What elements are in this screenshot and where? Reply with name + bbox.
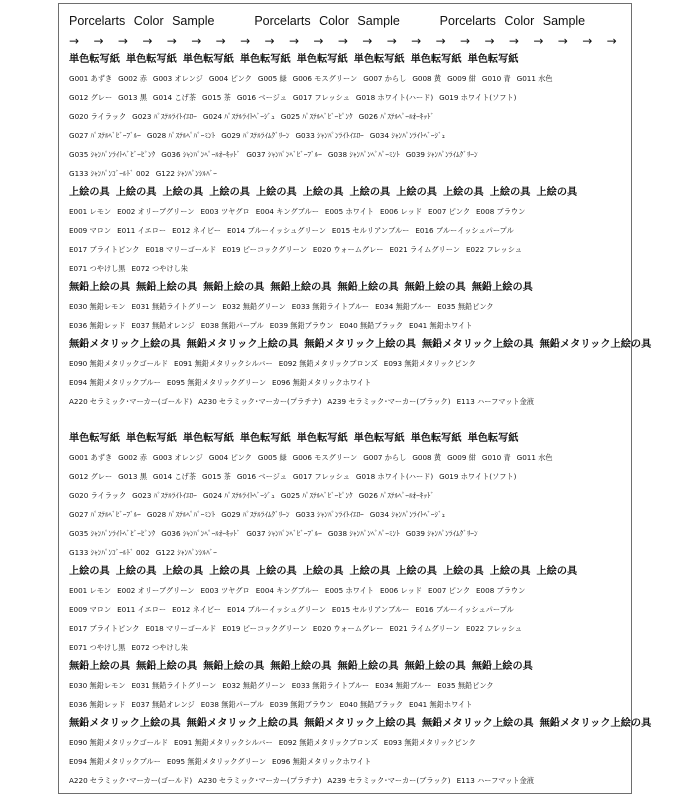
color-item: E035 無鉛ピンク <box>437 302 494 311</box>
color-item-row <box>69 145 625 164</box>
color-item: E007 ピンク <box>428 586 471 595</box>
category-heading: 無鉛上絵の具 <box>203 661 265 672</box>
color-item: E030 無鉛レモン <box>69 681 126 690</box>
color-item: E091 無鉛メタリックシルバー <box>174 359 273 368</box>
color-item: G025 ﾊﾟｽﾃﾙﾍﾞﾋﾞｰﾋﾟﾝｸ <box>280 112 353 121</box>
color-item: E009 マロン <box>69 605 112 614</box>
color-item: G027 ﾊﾟｽﾃﾙﾍﾞﾋﾞｰﾌﾞﾙｰ <box>69 510 141 519</box>
category-heading-row <box>69 714 652 733</box>
color-item: E021 ライムグリーン <box>389 624 460 633</box>
color-item: G001 あずき <box>69 74 113 83</box>
category-heading-row <box>69 562 625 581</box>
color-item: G017 フレッシュ <box>292 93 350 102</box>
arrow-icon: → <box>337 33 348 48</box>
color-item: E014 ブルーイッシュグリーン <box>227 226 326 235</box>
color-item-row <box>69 69 625 88</box>
color-item: E006 レッド <box>380 207 423 216</box>
color-item: G025 ﾊﾟｽﾃﾙﾍﾞﾋﾞｰﾋﾟﾝｸ <box>280 491 353 500</box>
color-item: E005 ホワイト <box>324 207 374 216</box>
color-item: G023 ﾊﾟｽﾃﾙﾗｲﾄｲｴﾛｰ <box>132 491 197 500</box>
color-item: E003 ツヤグロ <box>200 586 250 595</box>
color-item: G013 黒 <box>118 93 147 102</box>
color-item: E012 ネイビー <box>172 226 221 235</box>
color-item: E005 ホワイト <box>324 586 374 595</box>
color-item: E032 無鉛グリーン <box>222 681 286 690</box>
color-item: E090 無鉛メタリックゴールド <box>69 359 169 368</box>
color-item: G039 ｼｬﾝﾊﾟﾝﾗｲﾑｸﾞﾘｰﾝ <box>405 150 478 159</box>
color-item: G019 ホワイト(ソフト) <box>439 472 517 481</box>
color-item-row <box>69 581 625 600</box>
color-item: E040 無鉛ブラック <box>339 700 403 709</box>
category-heading: 上絵の具 <box>396 566 437 577</box>
color-item: E038 無鉛パープル <box>200 321 264 330</box>
color-item: G038 ｼｬﾝﾊﾟﾝﾍﾟﾊﾟｰﾐﾝﾄ <box>327 150 400 159</box>
color-item: G028 ﾊﾟｽﾃﾙﾍﾟﾊﾟｰﾐﾝﾄ <box>146 131 216 140</box>
color-item: E012 ネイビー <box>172 605 221 614</box>
color-item-row <box>69 619 625 638</box>
color-item: E032 無鉛グリーン <box>222 302 286 311</box>
category-heading: 単色転写紙 <box>296 433 348 444</box>
sample-blocks <box>69 50 652 790</box>
sample-block <box>69 429 652 790</box>
color-item: G015 茶 <box>202 93 231 102</box>
arrow-icon: → <box>435 33 446 48</box>
color-item: E033 無鉛ライトブルー <box>291 681 370 690</box>
color-item: G009 紺 <box>447 453 476 462</box>
color-item: E041 無鉛ホワイト <box>408 700 473 709</box>
color-item: E072 つやけし朱 <box>131 264 188 273</box>
color-item: E093 無鉛メタリックピンク <box>383 738 476 747</box>
category-heading-row <box>69 657 625 676</box>
color-item: E039 無鉛ブラウン <box>269 321 334 330</box>
color-item: G007 からし <box>363 453 407 462</box>
category-heading: 上絵の具 <box>443 566 484 577</box>
arrow-icon: → <box>411 33 422 48</box>
category-heading: 上絵の具 <box>302 566 344 577</box>
color-item-row <box>69 202 625 221</box>
color-item-row <box>69 240 625 259</box>
sheet-title: Porcelarts Color Sample <box>254 14 400 28</box>
color-item: E071 つやけし黒 <box>69 264 126 273</box>
color-item: G005 緑 <box>257 74 287 83</box>
color-item: A220 セラミック･マーカー(ゴールド) <box>69 397 193 406</box>
category-heading: 上絵の具 <box>536 187 578 198</box>
color-item: E014 ブルーイッシュグリーン <box>227 605 326 614</box>
color-item-row <box>69 733 625 752</box>
color-item: G122 ｼｬﾝﾊﾟﾝｼﾙﾊﾞｰ <box>155 169 217 178</box>
color-item: E037 無鉛オレンジ <box>131 321 195 330</box>
color-item: G027 ﾊﾟｽﾃﾙﾍﾞﾋﾞｰﾌﾞﾙｰ <box>69 131 141 140</box>
color-item: G034 ｼｬﾝﾊﾟﾝﾗｲﾄﾍﾞｰｼﾞｭ <box>369 131 446 140</box>
color-item: G015 茶 <box>202 472 231 481</box>
color-item: G023 ﾊﾟｽﾃﾙﾗｲﾄｲｴﾛｰ <box>132 112 197 121</box>
category-heading: 上絵の具 <box>349 187 391 198</box>
color-item: E037 無鉛オレンジ <box>131 700 195 709</box>
category-heading: 上絵の具 <box>489 187 531 198</box>
color-item: G024 ﾊﾟｽﾃﾙﾗｲﾄﾍﾞｰｼﾞｭ <box>202 112 275 121</box>
color-item: G003 オレンジ <box>152 453 203 462</box>
category-heading: 単色転写紙 <box>239 54 291 65</box>
color-item-row <box>69 373 625 392</box>
arrow-icon: → <box>117 33 128 48</box>
color-item: G006 モスグリーン <box>292 74 358 83</box>
category-heading: 単色転写紙 <box>410 54 462 65</box>
color-item: E022 フレッシュ <box>465 245 522 254</box>
color-item: E003 ツヤグロ <box>200 207 250 216</box>
color-item: G133 ｼｬﾝﾊﾟﾝｺﾞｰﾙﾄﾞ 002 <box>69 169 150 178</box>
color-item: E094 無鉛メタリックブルー <box>69 378 161 387</box>
category-heading: 無鉛メタリック上絵の具 <box>186 718 299 729</box>
color-item-row <box>69 638 625 657</box>
color-item: E017 ブライトピンク <box>69 245 140 254</box>
color-item-row <box>69 505 625 524</box>
color-item: G002 赤 <box>118 74 147 83</box>
title-row <box>69 11 625 31</box>
color-item-row <box>69 316 625 335</box>
color-item: E113 ハーフマット金液 <box>456 397 534 406</box>
color-item-row <box>69 107 625 126</box>
color-item: E004 キングブルー <box>255 207 319 216</box>
category-heading: 上絵の具 <box>209 187 250 198</box>
color-item: G029 ﾊﾟｽﾃﾙﾗｲﾑｸﾞﾘｰﾝ <box>221 131 290 140</box>
color-item: E041 無鉛ホワイト <box>408 321 473 330</box>
color-item: G039 ｼｬﾝﾊﾟﾝﾗｲﾑｸﾞﾘｰﾝ <box>405 529 478 538</box>
color-item: G014 こげ茶 <box>152 472 197 481</box>
color-item: E018 マリーゴールド <box>145 245 217 254</box>
color-item: E113 ハーフマット金液 <box>456 776 534 785</box>
color-item: E036 無鉛レッド <box>69 700 126 709</box>
category-heading-row <box>69 278 625 297</box>
color-item-row <box>69 771 625 790</box>
color-item-row <box>69 467 625 486</box>
color-item: G036 ｼｬﾝﾊﾟﾝﾍﾟｰﾙｵｰｷｯﾄﾞ <box>161 150 241 159</box>
arrow-icon: → <box>484 33 495 48</box>
color-item: G004 ピンク <box>208 74 252 83</box>
color-item: E034 無鉛ブルー <box>375 681 432 690</box>
category-heading: 無鉛メタリック上絵の具 <box>421 718 534 729</box>
color-item: E018 マリーゴールド <box>145 624 217 633</box>
arrow-icon: → <box>288 33 299 48</box>
color-item: E011 イエロー <box>117 605 167 614</box>
category-heading: 上絵の具 <box>256 566 297 577</box>
color-item: E039 無鉛ブラウン <box>269 700 334 709</box>
color-item: G024 ﾊﾟｽﾃﾙﾗｲﾄﾍﾞｰｼﾞｭ <box>202 491 275 500</box>
category-heading: 無鉛上絵の具 <box>136 661 198 672</box>
color-item: A239 セラミック･マーカー(ブラック) <box>327 397 451 406</box>
category-heading: 無鉛上絵の具 <box>337 661 399 672</box>
category-heading-row <box>69 429 625 448</box>
arrow-icon: → <box>557 33 568 48</box>
color-item: G133 ｼｬﾝﾊﾟﾝｺﾞｰﾙﾄﾞ 002 <box>69 548 150 557</box>
arrow-icon: → <box>191 33 202 48</box>
color-item: E036 無鉛レッド <box>69 321 126 330</box>
category-heading: 無鉛メタリック上絵の具 <box>539 339 652 350</box>
category-heading: 上絵の具 <box>115 187 157 198</box>
color-item: G037 ｼｬﾝﾊﾟﾝﾍﾞﾋﾞｰﾌﾞﾙｰ <box>246 150 322 159</box>
category-heading: 無鉛上絵の具 <box>404 661 466 672</box>
arrow-icon: → <box>215 33 226 48</box>
color-item-row <box>69 88 625 107</box>
category-heading-row <box>69 50 625 69</box>
arrow-icon: → <box>166 33 177 48</box>
color-item: E016 ブルーイッシュパープル <box>415 605 514 614</box>
arrow-icon: → <box>142 33 153 48</box>
category-heading: 単色転写紙 <box>182 54 234 65</box>
color-item: G008 黄 <box>412 453 442 462</box>
category-heading: 単色転写紙 <box>125 54 177 65</box>
color-item-row <box>69 259 625 278</box>
sheet-title: Porcelarts Color Sample <box>439 14 586 28</box>
color-item: G007 からし <box>363 74 407 83</box>
color-item: G009 紺 <box>447 74 476 83</box>
color-item: G014 こげ茶 <box>152 93 197 102</box>
color-item: G033 ｼｬﾝﾊﾟﾝﾗｲﾄｲｴﾛｰ <box>295 131 364 140</box>
color-item: G005 緑 <box>257 453 287 462</box>
color-item: E092 無鉛メタリックブロンズ <box>278 359 378 368</box>
sheet-title: Porcelarts Color Sample <box>69 14 215 28</box>
color-item: E030 無鉛レモン <box>69 302 126 311</box>
category-heading: 無鉛上絵の具 <box>69 661 131 672</box>
color-item: E038 無鉛パープル <box>200 700 264 709</box>
category-heading: 無鉛メタリック上絵の具 <box>304 339 416 350</box>
category-heading: 無鉛上絵の具 <box>337 282 399 293</box>
color-item: E096 無鉛メタリックホワイト <box>272 757 372 766</box>
color-item: E017 ブライトピンク <box>69 624 140 633</box>
block-gap <box>69 411 625 429</box>
color-item: G034 ｼｬﾝﾊﾟﾝﾗｲﾄﾍﾞｰｼﾞｭ <box>369 510 446 519</box>
arrow-icon: → <box>533 33 544 48</box>
category-heading: 無鉛上絵の具 <box>203 282 265 293</box>
color-item: E033 無鉛ライトブルー <box>291 302 370 311</box>
color-item-row <box>69 676 625 695</box>
color-item: E090 無鉛メタリックゴールド <box>69 738 169 747</box>
color-item: G013 黒 <box>118 472 147 481</box>
color-item: E004 キングブルー <box>255 586 319 595</box>
category-heading: 上絵の具 <box>69 566 110 577</box>
sample-block <box>69 50 652 411</box>
color-item: G016 ベージュ <box>236 472 287 481</box>
color-item: E040 無鉛ブラック <box>339 321 403 330</box>
arrow-icon: → <box>69 33 80 48</box>
color-item: E016 ブルーイッシュパープル <box>415 226 514 235</box>
color-item: E035 無鉛ピンク <box>437 681 494 690</box>
category-heading: 上絵の具 <box>162 566 204 577</box>
color-item-row <box>69 448 625 467</box>
color-item: G122 ｼｬﾝﾊﾟﾝｼﾙﾊﾞｰ <box>155 548 217 557</box>
color-item: G011 水色 <box>516 453 553 462</box>
arrow-icon: → <box>264 33 275 48</box>
category-heading: 無鉛上絵の具 <box>136 282 198 293</box>
color-item: G033 ｼｬﾝﾊﾟﾝﾗｲﾄｲｴﾛｰ <box>295 510 364 519</box>
color-item-row <box>69 221 625 240</box>
color-item-row <box>69 392 625 411</box>
category-heading: 上絵の具 <box>69 187 110 198</box>
color-item: E091 無鉛メタリックシルバー <box>174 738 273 747</box>
color-item: E008 ブラウン <box>476 207 526 216</box>
color-item: G035 ｼｬﾝﾊﾟﾝﾗｲﾄﾍﾞﾋﾞｰﾋﾟﾝｸ <box>69 150 156 159</box>
category-heading: 単色転写紙 <box>296 54 348 65</box>
arrow-row <box>69 31 617 50</box>
color-item: G017 フレッシュ <box>292 472 350 481</box>
category-heading: 単色転写紙 <box>353 54 405 65</box>
color-item: E093 無鉛メタリックピンク <box>383 359 476 368</box>
arrow-icon: → <box>460 33 471 48</box>
arrow-icon: → <box>93 33 104 48</box>
color-item-row <box>69 524 625 543</box>
category-heading: 単色転写紙 <box>239 433 291 444</box>
color-item: G008 黄 <box>412 74 442 83</box>
color-item: G012 グレー <box>69 93 113 102</box>
color-item: E092 無鉛メタリックブロンズ <box>278 738 378 747</box>
color-item: E008 ブラウン <box>476 586 526 595</box>
category-heading-row <box>69 183 625 202</box>
color-item: E015 セルリアンブルー <box>331 605 410 614</box>
category-heading: 上絵の具 <box>443 187 484 198</box>
color-item-row <box>69 297 625 316</box>
category-heading: 単色転写紙 <box>353 433 405 444</box>
color-item: G016 ベージュ <box>236 93 287 102</box>
color-item-row <box>69 354 625 373</box>
arrow-icon: → <box>313 33 324 48</box>
color-item: G003 オレンジ <box>152 74 203 83</box>
color-item: A230 セラミック･マーカー(プラチナ) <box>198 776 322 785</box>
category-heading: 上絵の具 <box>536 566 578 577</box>
color-item: G020 ライラック <box>69 112 127 121</box>
color-item: E096 無鉛メタリックホワイト <box>272 378 372 387</box>
category-heading: 単色転写紙 <box>69 54 120 65</box>
color-item: E006 レッド <box>380 586 423 595</box>
color-item: G006 モスグリーン <box>292 453 358 462</box>
category-heading: 無鉛メタリック上絵の具 <box>539 718 652 729</box>
color-item: G011 水色 <box>516 74 553 83</box>
color-item: E011 イエロー <box>117 226 167 235</box>
arrow-icon: → <box>582 33 593 48</box>
color-item: G012 グレー <box>69 472 113 481</box>
arrow-icon: → <box>362 33 373 48</box>
category-heading: 無鉛上絵の具 <box>471 282 533 293</box>
color-item: E094 無鉛メタリックブルー <box>69 757 161 766</box>
category-heading: 単色転写紙 <box>69 433 120 444</box>
color-item: E019 ピーコックグリーン <box>222 245 307 254</box>
color-item: E019 ピーコックグリーン <box>222 624 307 633</box>
category-heading: 無鉛メタリック上絵の具 <box>69 718 181 729</box>
color-item-row <box>69 695 625 714</box>
color-item: G038 ｼｬﾝﾊﾟﾝﾍﾟﾊﾟｰﾐﾝﾄ <box>327 529 400 538</box>
color-item: E007 ピンク <box>428 207 471 216</box>
color-item: E095 無鉛メタリックグリーン <box>166 757 267 766</box>
category-heading: 無鉛上絵の具 <box>69 282 131 293</box>
category-heading: 単色転写紙 <box>125 433 177 444</box>
color-item: G018 ホワイト(ハード) <box>355 93 434 102</box>
category-heading: 無鉛メタリック上絵の具 <box>421 339 534 350</box>
category-heading: 上絵の具 <box>162 187 204 198</box>
color-item-row <box>69 486 625 505</box>
category-heading: 無鉛メタリック上絵の具 <box>69 339 181 350</box>
color-item: E071 つやけし黒 <box>69 643 126 652</box>
arrow-icon: → <box>386 33 397 48</box>
color-item: E095 無鉛メタリックグリーン <box>166 378 267 387</box>
color-item: E002 オリーブグリーン <box>117 207 195 216</box>
category-heading: 無鉛上絵の具 <box>270 282 332 293</box>
color-item: G029 ﾊﾟｽﾃﾙﾗｲﾑｸﾞﾘｰﾝ <box>221 510 290 519</box>
color-item: E001 レモン <box>69 586 112 595</box>
arrow-icon: → <box>240 33 251 48</box>
color-item: E015 セルリアンブルー <box>331 226 410 235</box>
color-item: E020 ウォームグレー <box>312 624 384 633</box>
color-item: E021 ライムグリーン <box>389 245 460 254</box>
color-item: A220 セラミック･マーカー(ゴールド) <box>69 776 193 785</box>
color-item: G028 ﾊﾟｽﾃﾙﾍﾟﾊﾟｰﾐﾝﾄ <box>146 510 216 519</box>
color-item: A239 セラミック･マーカー(ブラック) <box>327 776 451 785</box>
color-item: E002 オリーブグリーン <box>117 586 195 595</box>
color-item: G019 ホワイト(ソフト) <box>439 93 517 102</box>
category-heading: 上絵の具 <box>396 187 437 198</box>
color-item: E031 無鉛ライトグリーン <box>131 302 217 311</box>
color-item: G036 ｼｬﾝﾊﾟﾝﾍﾟｰﾙｵｰｷｯﾄﾞ <box>161 529 241 538</box>
category-heading: 無鉛上絵の具 <box>471 661 533 672</box>
color-item: G020 ライラック <box>69 491 127 500</box>
color-item-row <box>69 543 625 562</box>
color-item: E022 フレッシュ <box>465 624 522 633</box>
category-heading: 単色転写紙 <box>410 433 462 444</box>
color-item: A230 セラミック･マーカー(プラチナ) <box>198 397 322 406</box>
category-heading: 上絵の具 <box>209 566 250 577</box>
category-heading: 上絵の具 <box>349 566 391 577</box>
category-heading: 単色転写紙 <box>467 433 519 444</box>
category-heading: 単色転写紙 <box>467 54 519 65</box>
color-item: E020 ウォームグレー <box>312 245 384 254</box>
color-item: G018 ホワイト(ハード) <box>355 472 434 481</box>
category-heading: 上絵の具 <box>302 187 344 198</box>
color-item: G002 赤 <box>118 453 147 462</box>
color-item: G035 ｼｬﾝﾊﾟﾝﾗｲﾄﾍﾞﾋﾞｰﾋﾟﾝｸ <box>69 529 156 538</box>
color-item: G026 ﾊﾟｽﾃﾙﾍﾟｰﾙｵｰｷｯﾄﾞ <box>358 112 435 121</box>
arrow-icon: → <box>606 33 617 48</box>
color-item: G001 あずき <box>69 453 113 462</box>
color-item: G004 ピンク <box>208 453 252 462</box>
color-item: E001 レモン <box>69 207 112 216</box>
color-item: G010 青 <box>481 453 511 462</box>
category-heading: 無鉛上絵の具 <box>270 661 332 672</box>
color-item: E072 つやけし朱 <box>131 643 188 652</box>
category-heading: 無鉛メタリック上絵の具 <box>304 718 416 729</box>
color-item-row <box>69 752 625 771</box>
category-heading: 単色転写紙 <box>182 433 234 444</box>
category-heading: 無鉛上絵の具 <box>404 282 466 293</box>
color-item: G010 青 <box>481 74 511 83</box>
color-item: E031 無鉛ライトグリーン <box>131 681 217 690</box>
color-item: G026 ﾊﾟｽﾃﾙﾍﾟｰﾙｵｰｷｯﾄﾞ <box>358 491 435 500</box>
color-item-row <box>69 126 625 145</box>
category-heading: 上絵の具 <box>115 566 157 577</box>
color-item-row <box>69 600 625 619</box>
arrow-icon: → <box>508 33 519 48</box>
color-item: E034 無鉛ブルー <box>375 302 432 311</box>
category-heading: 無鉛メタリック上絵の具 <box>186 339 299 350</box>
category-heading-row <box>69 335 652 354</box>
color-item-row <box>69 164 625 183</box>
category-heading: 上絵の具 <box>256 187 297 198</box>
color-item: E009 マロン <box>69 226 112 235</box>
color-item: G037 ｼｬﾝﾊﾟﾝﾍﾞﾋﾞｰﾌﾞﾙｰ <box>246 529 322 538</box>
category-heading: 上絵の具 <box>489 566 531 577</box>
color-sample-sheet <box>69 11 652 790</box>
